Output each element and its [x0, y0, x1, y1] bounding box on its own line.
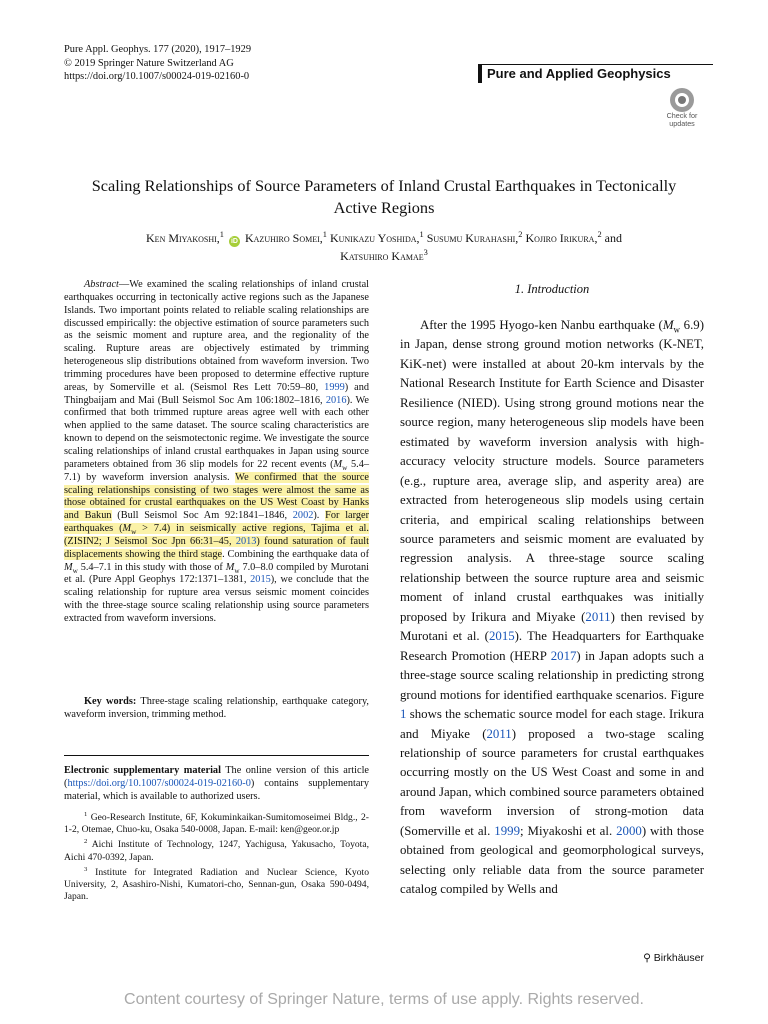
check-for-updates-icon [670, 88, 694, 112]
introduction-text: After the 1995 Hyogo-ken Nanbu earthquake ($M_w$ 6.9) in Japan, dense strong ground motion networks (K-NET, KiK-net) were installed at about 20-km intervals by the National Research Institute for Earth Science and Disaster Resilience (NIED). Using strong ground motions near the source region, many heterogeneous slip models have been estimated by waveform inversion analysis with high-accuracy velocity structure models. Source parameters (e.g., rupture area, average slip, and asperity area) are extracted from heterogeneous slip models using certain criteria, and empirical scaling relationships between source parameters and seismic moment are evaluated by regression analysis. A three-stage source scaling relationship between the source rupture area and seismic moment of inland crustal earthquakes was initially proposed by Irikura and Miyake (2011) then revised by Murotani et al. (2015). The Headquarters for Earthquake Research Promotion (HERP 2017) in Japan adopts such a three-stage source scaling relationship in predicting strong ground motions for identified earthquake scenarios. Figure 1 shows the schematic source model for each stage. Irikura and Miyake (2011) proposed a two-stage scaling relationship of source parameters for crustal earthquakes occurring mostly on the US West Coast and some in and around Japan, which combined source parameters obtained from waveform inversion of strong-motion data (Somerville et al. 1999; Miyakoshi et al. 2000) with those obtained from geological and geomorphological surveys, selecting only reliable data from the source parameter catalog compiled by Wells and [400, 318, 705, 897]
citation-link[interactable]: 2015 [488, 629, 515, 644]
abstract: Abstract—We examined the scaling relationships of inland crustal earthquakes occurring in tectonically active regions such as the Japanese Islands. Two important points related to reliable scaling relationships are discussed empirically: the objective estimation of source parameters such as the seismic moment and rupture area, and the regionality of the scaling. Rupture areas are objectively estimated by trimming heterogeneous slip distributions obtained from waveform inversion. Two trimming procedures have been proposed to determine effective rupture areas, by Somerville et al. (Seismol Res Lett 70:59–80, 1999) and Thingbaijam and Mai (Bull Seismol Soc Am 106:1802–1816, 2016). We confirmed that both trimmed rupture areas agree well with each other when applied to the same dataset. The source scaling characteristics are known to depend on the seismotectonic regime. We investigate the source scaling relationships of inland crustal earthquakes in Japan using source parameters obtained from 36 slip models for 22 recent events ($M_w$ 5.4–7.1) by waveform inversion analysis. We confirmed that the source scaling relationships consisting of two stages were almost the same as those obtained for crustal earthquakes on the US West Coast by Hanks and Bakun (Bull Seismol Soc Am 92:1841–1846, 2002). For larger earthquakes $(M_w > 7.4)$ in seismically active regions, Tajima et al. (ZISIN2; J Seismol Soc Jpn 66:31–45, 2013) found saturation of fault displacements showing the third stage. Combining the earthquake data of $M_w$ 5.4–7.1 in this study with those of $M_w$ 7.0–8.0 compiled by Murotani et al. (Pure Appl Geophys 172:1371–1381, 2015), we conclude that the scaling relationship for rupture area versus seismic moment coincides with the three-stage source scaling relationship using source parameters extracted from waveform inversions. [64, 279, 370, 624]
esm-label: Electronic supplementary material [64, 765, 221, 776]
check-for-updates-badge[interactable] [660, 88, 704, 128]
highlighted-text: We confirmed that the source scaling relationships consisting of two stages were almost the same as those obtained for crustal earthquakes on the US West Coast by Hanks and Bakun [64, 471, 369, 522]
keywords: Key words: Three-stage scaling relationship, earthquake category, waveform inversion, trimming method. [64, 696, 369, 720]
journal-title[interactable]: Pure and Applied Geophysics [478, 64, 713, 83]
section-heading: 1. Introduction [514, 282, 590, 296]
citation-link[interactable]: 1999 [324, 381, 345, 393]
footnote-divider [64, 755, 369, 756]
citation-link[interactable]: 2011 [486, 726, 512, 741]
author-name: Ken Miyakoshi, [146, 231, 220, 245]
citation-link[interactable]: 2002 [292, 510, 314, 522]
citation-link[interactable]: 2015 [250, 574, 271, 586]
doi-link[interactable]: https://doi.org/10.1007/s00024-019-02160-0 [64, 71, 250, 83]
author-list: Ken Miyakoshi,$^1$ iD Kazuhiro Somei,$^1$ Kunikazu Yoshida,$^1$ Susumu Kurahashi,$^2$ Kojiro Irikura,$^2$ and Katsuhiro Kamae$^3$ [146, 230, 622, 263]
abstract-label: Abstract [84, 279, 119, 290]
footer-watermark: Content courtesy of Springer Nature, terms of use apply. Rights reserved. [124, 991, 644, 1008]
author-name: Kunikazu Yoshida, [329, 231, 420, 245]
orcid-icon[interactable]: iD [230, 238, 238, 245]
figure-link[interactable]: 1 [400, 707, 407, 722]
affiliations [64, 812, 369, 906]
citation-link[interactable]: 1999 [494, 823, 520, 838]
citation-link[interactable]: 2017 [550, 648, 577, 663]
author-name: Katsuhiro Kamae [340, 249, 424, 263]
citation-link[interactable]: 2011 [585, 609, 611, 624]
publisher-icon: ⚲ [643, 952, 651, 964]
affiliation-item: $^3$ Institute for Integrated Radiation and Nuclear Science, Kyoto University, 2, Asashiro-Nishi, Kumatori-cho, Sennan-gun, Osaka 590-0494, Japan. [64, 865, 369, 903]
citation-link[interactable]: 2013 [235, 535, 257, 547]
check-for-updates-label: Check for updates [666, 111, 698, 128]
publisher-logo: ⚲ Birkhäuser [643, 952, 704, 964]
citation: Pure Appl. Geophys. 177 (2020), 1917–1929 [64, 44, 252, 55]
highlighted-text: For larger earthquakes $(M_w > 7.4)$ in seismically active regions, Tajima et al. (ZISIN2; J Seismol Soc Jpn 66:31–45, 2013) found saturation of fault displacements showing the third stage [64, 510, 370, 560]
author-name: Kazuhiro Somei, [244, 231, 323, 245]
citation-block [64, 43, 251, 84]
supplementary-material-note: Electronic supplementary material The online version of this article (https://doi.org/10.1007/s00024-019-02160-0) contains supplementary material, which is available to authorized users. [64, 765, 370, 802]
copyright: © 2019 Springer Nature Switzerland AG [64, 57, 234, 69]
paper-title: Scaling Relationships of Source Parameters of Inland Crustal Earthquakes in Tectonically Active Regions [91, 176, 677, 217]
citation-link[interactable]: 2016 [325, 394, 347, 406]
affiliation-item: $^2$ Aichi Institute of Technology, 1247, Yachigusa, Yakusacho, Toyota, Aichi 470-0392, Japan. [64, 838, 369, 863]
author-name: Susumu Kurahashi, [426, 231, 519, 245]
author-name: Kojiro Irikura, [525, 231, 598, 245]
keywords-label: Key words: [84, 696, 137, 707]
affiliation-item: $^1$ Geo-Research Institute, 6F, Kokuminkaikan-Sumitomoseimei Bldg., 2-1-2, Otemae, Chuo-ku, Osaka 540-0008, Japan. E-mail: ken@geor.or.jp [64, 810, 369, 836]
citation-link[interactable]: 2000 [616, 823, 642, 838]
esm-link[interactable]: https://doi.org/10.1007/s00024-019-02160-0 [67, 777, 251, 789]
